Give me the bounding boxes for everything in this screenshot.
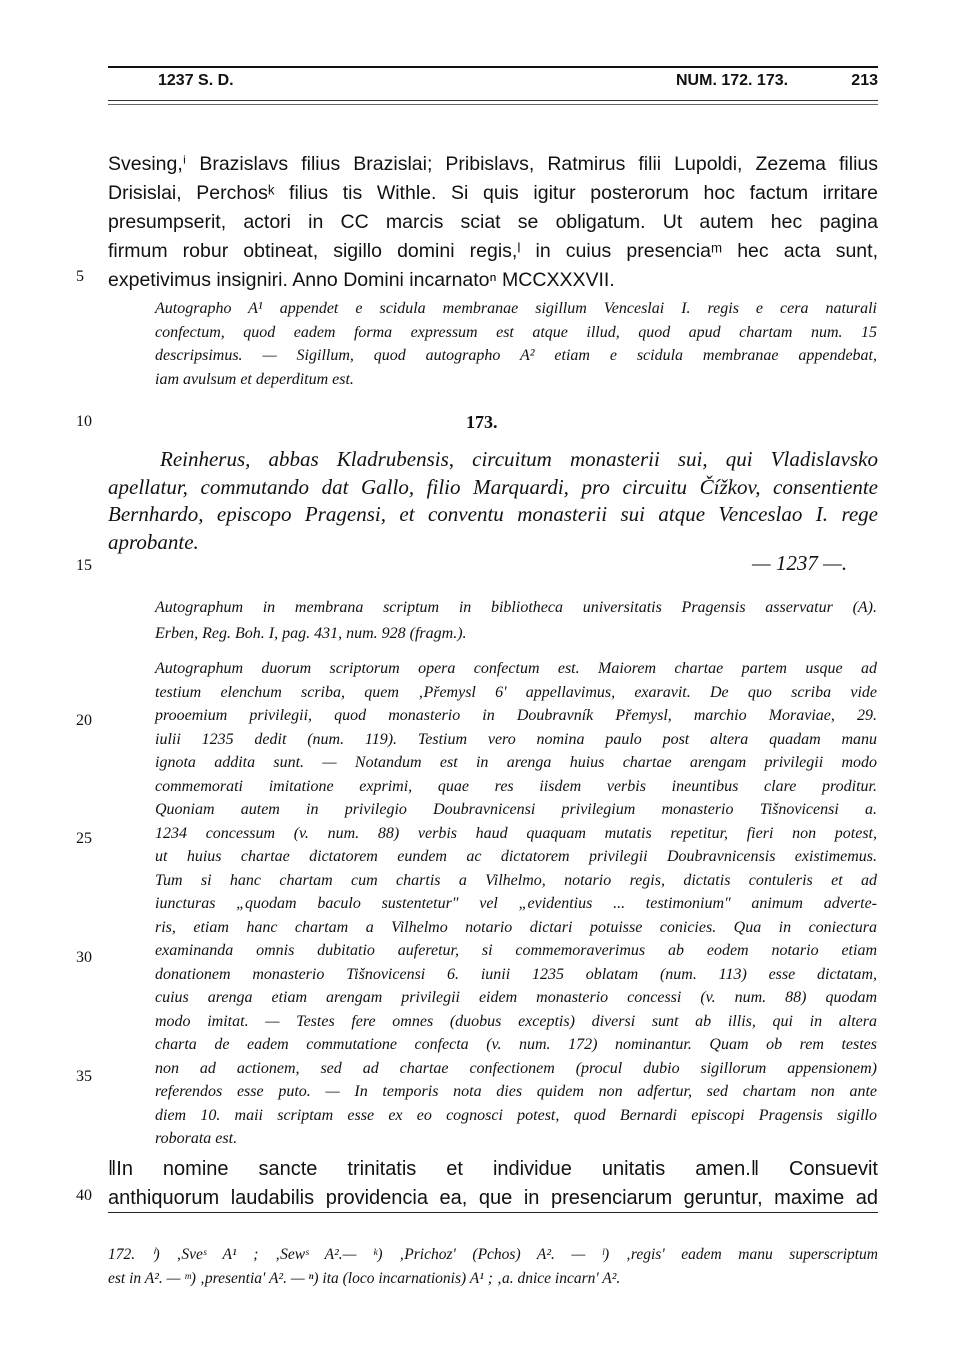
text-line: presumpserit, actori in CC marcis sciat se obligatum. Ut autem hec pagina	[108, 211, 878, 233]
note-line: iam avulsum et deperditum est.	[155, 370, 354, 388]
note-line: confectum, quod eadem forma expressum est atque illud, quod apud chartam num. 15	[155, 323, 877, 341]
source-line: Autographum in membrana scriptum in bibliotheca universitatis Pragensis asservatur (A).	[155, 599, 877, 616]
commentary-line: donationem monasterio Tišnovicensi 6. iunii 1235 oblatam (num. 113) esse dictatam,	[155, 965, 877, 983]
commentary-line: 1234 concessum (v. num. 88) verbis haud quaquam mutatis repetitur, fieri non potest,	[155, 824, 877, 842]
commentary-line: testium elenchum scriba, quem ‚Přemysl 6' appellavimus, exaravit. De quo scriba vide	[155, 683, 877, 701]
regest-line: Reinherus, abbas Kladrubensis, circuitum monasterii sui, qui Vladislavsko	[160, 447, 878, 471]
footnote-line: 172. ⁱ) ‚Sveˢ A¹ ; ‚Sewˢ A².— ᵏ) ‚Prichoz' (Pchos) A². — ˡ) ‚regis' eadem manu superscriptum	[108, 1246, 878, 1263]
line-number: 30	[76, 949, 92, 966]
commentary-line: commemorati imitatione exprimi, quae res iisdem verbis ineuntibus clare proditur.	[155, 777, 877, 795]
header-doc-numbers: NUM. 172. 173.	[676, 72, 789, 89]
commentary-line: ut huius chartae dictatorem eundem ac dictatorem privilegii Doubravnicensis existimemus.	[155, 848, 877, 865]
commentary-line: diem 10. maii scriptam esse ex eo cognosci potest, quod Bernardi episcopi Pragensis sigillo	[155, 1106, 877, 1124]
text-line: expetivimus insigniri. Anno Domini incarnatoⁿ MCCXXXVII.	[108, 269, 615, 291]
arenga-line: ‖In nomine sancte trinitatis et individue unitatis amen.‖ Consuevit	[108, 1158, 878, 1180]
doc173-source	[155, 596, 877, 645]
commentary-line: ignota addita sunt. — Notandum est in arenga huius chartae arengam privilegii modo	[155, 754, 877, 771]
regest-line: Bernhardo, episcopo Pragensi, et conventu monasterii sui atque Venceslao I. rege	[108, 502, 878, 526]
regest-line: aprobante.	[108, 529, 199, 554]
doc172-text	[108, 150, 878, 295]
commentary-line: roborata est.	[155, 1130, 238, 1147]
footnote-line: est in A². — ᵐ) ‚presentia' A². — ⁿ) ita (loco incarnationis) A¹ ; ‚a. dnice incarn' A².	[108, 1270, 621, 1287]
doc173-regest	[108, 446, 878, 556]
commentary-line: cuius arenga etiam arengam privilegii eidem monasterio concessi (v. num. 88) quodam	[155, 989, 877, 1006]
commentary-line: non ad actionem, sed ad chartae confectionem (procul dubio sigillorum appensionem)	[155, 1059, 877, 1077]
line-number: 25	[76, 830, 92, 847]
document-number: 173.	[466, 412, 498, 432]
commentary-line: Quoniam autem in privilegio Doubravnicensi privilegium monasterio Tišnovicensi a.	[155, 801, 877, 818]
running-header	[108, 72, 878, 94]
commentary-line: Tum si hanc chartam cum chartis a Vilhelmo, notario regis, dictatis contuleris et ad	[155, 871, 877, 889]
line-number: 15	[76, 557, 92, 574]
line-number: 20	[76, 712, 92, 729]
document-date: — 1237 —.	[752, 551, 848, 575]
line-number: 5	[76, 268, 84, 285]
regest-line: apellatur, commutando dat Gallo, filio Marquardi, pro circuitu Čížkov, consentiente	[108, 474, 878, 499]
line-number: 35	[76, 1068, 92, 1085]
commentary-line: modo imitat. — Testes fere omnes (duobus exceptis) diversi sunt ab illis, qui in altera	[155, 1012, 877, 1030]
footnote-rule	[108, 1212, 878, 1213]
doc172-seal-note	[155, 297, 877, 391]
doc173-commentary	[155, 657, 877, 1151]
text-line: Drisislai, Perchosᵏ filius tis Withle. Si quis igitur posterorum hoc factum irritare	[108, 182, 878, 204]
commentary-line: prooemium privilegii, quod monasterio in Doubravník Přemysl, marchio Moraviae, 29.	[155, 707, 877, 724]
commentary-line: Autographum duorum scriptorum opera confectum est. Maiorem chartae partem usque ad	[155, 660, 877, 677]
line-number: 10	[76, 413, 92, 430]
line-number: 40	[76, 1187, 92, 1204]
page-number: 213	[851, 72, 878, 89]
text-line: firmum robur obtineat, sigillo domini regis,ˡ in cuius presenciaᵐ hec acta sunt,	[108, 240, 878, 262]
commentary-line: iulii 1235 dedit (num. 119). Testium vero nomina paulo post altera quadam manu	[155, 730, 877, 748]
doc173-arenga	[108, 1155, 878, 1213]
text-line: Svesing,ⁱ Brazislavs filius Brazislai; Pribislavs, Ratmirus filii Lupoldi, Zezema filius	[108, 153, 878, 175]
source-line: Erben, Reg. Boh. I, pag. 431, num. 928 (fragm.).	[155, 624, 467, 642]
header-year-left: 1237 S. D.	[158, 72, 234, 89]
note-line: Autographo A¹ appendet e scidula membranae sigillum Venceslai I. regis e cera naturali	[155, 300, 877, 317]
commentary-line: referendos esse puto. — In temporis nota dies quidem non adfertur, sed chartam non ante	[155, 1083, 877, 1100]
note-line: descripsimus. — Sigillum, quod autographo A² etiam e scidula membranae appendebat,	[155, 347, 877, 364]
header-rule	[108, 100, 878, 101]
commentary-line: iuncturas „quodam baculo sustentetur" vel „evidentius ... testimonium" animum adverte-	[155, 895, 877, 912]
footnotes	[108, 1243, 878, 1291]
header-rule-thin	[108, 104, 878, 105]
commentary-line: ris, etiam hanc chartam a Vilhelmo notario dictari potuisse conicies. Qua in coniectura	[155, 918, 877, 936]
commentary-line: charta de eadem commutatione confecta (v. num. 172) nominantur. Quam ob rem testes	[155, 1036, 877, 1053]
commentary-line: examinanda omnis dubitatio auferetur, si commemoraverimus ab eodem notario etiam	[155, 942, 877, 959]
arenga-line: anthiquorum laudabilis providencia ea, que in presenciarum geruntur, maxime ad	[108, 1187, 878, 1209]
header-top-rule	[108, 66, 878, 68]
